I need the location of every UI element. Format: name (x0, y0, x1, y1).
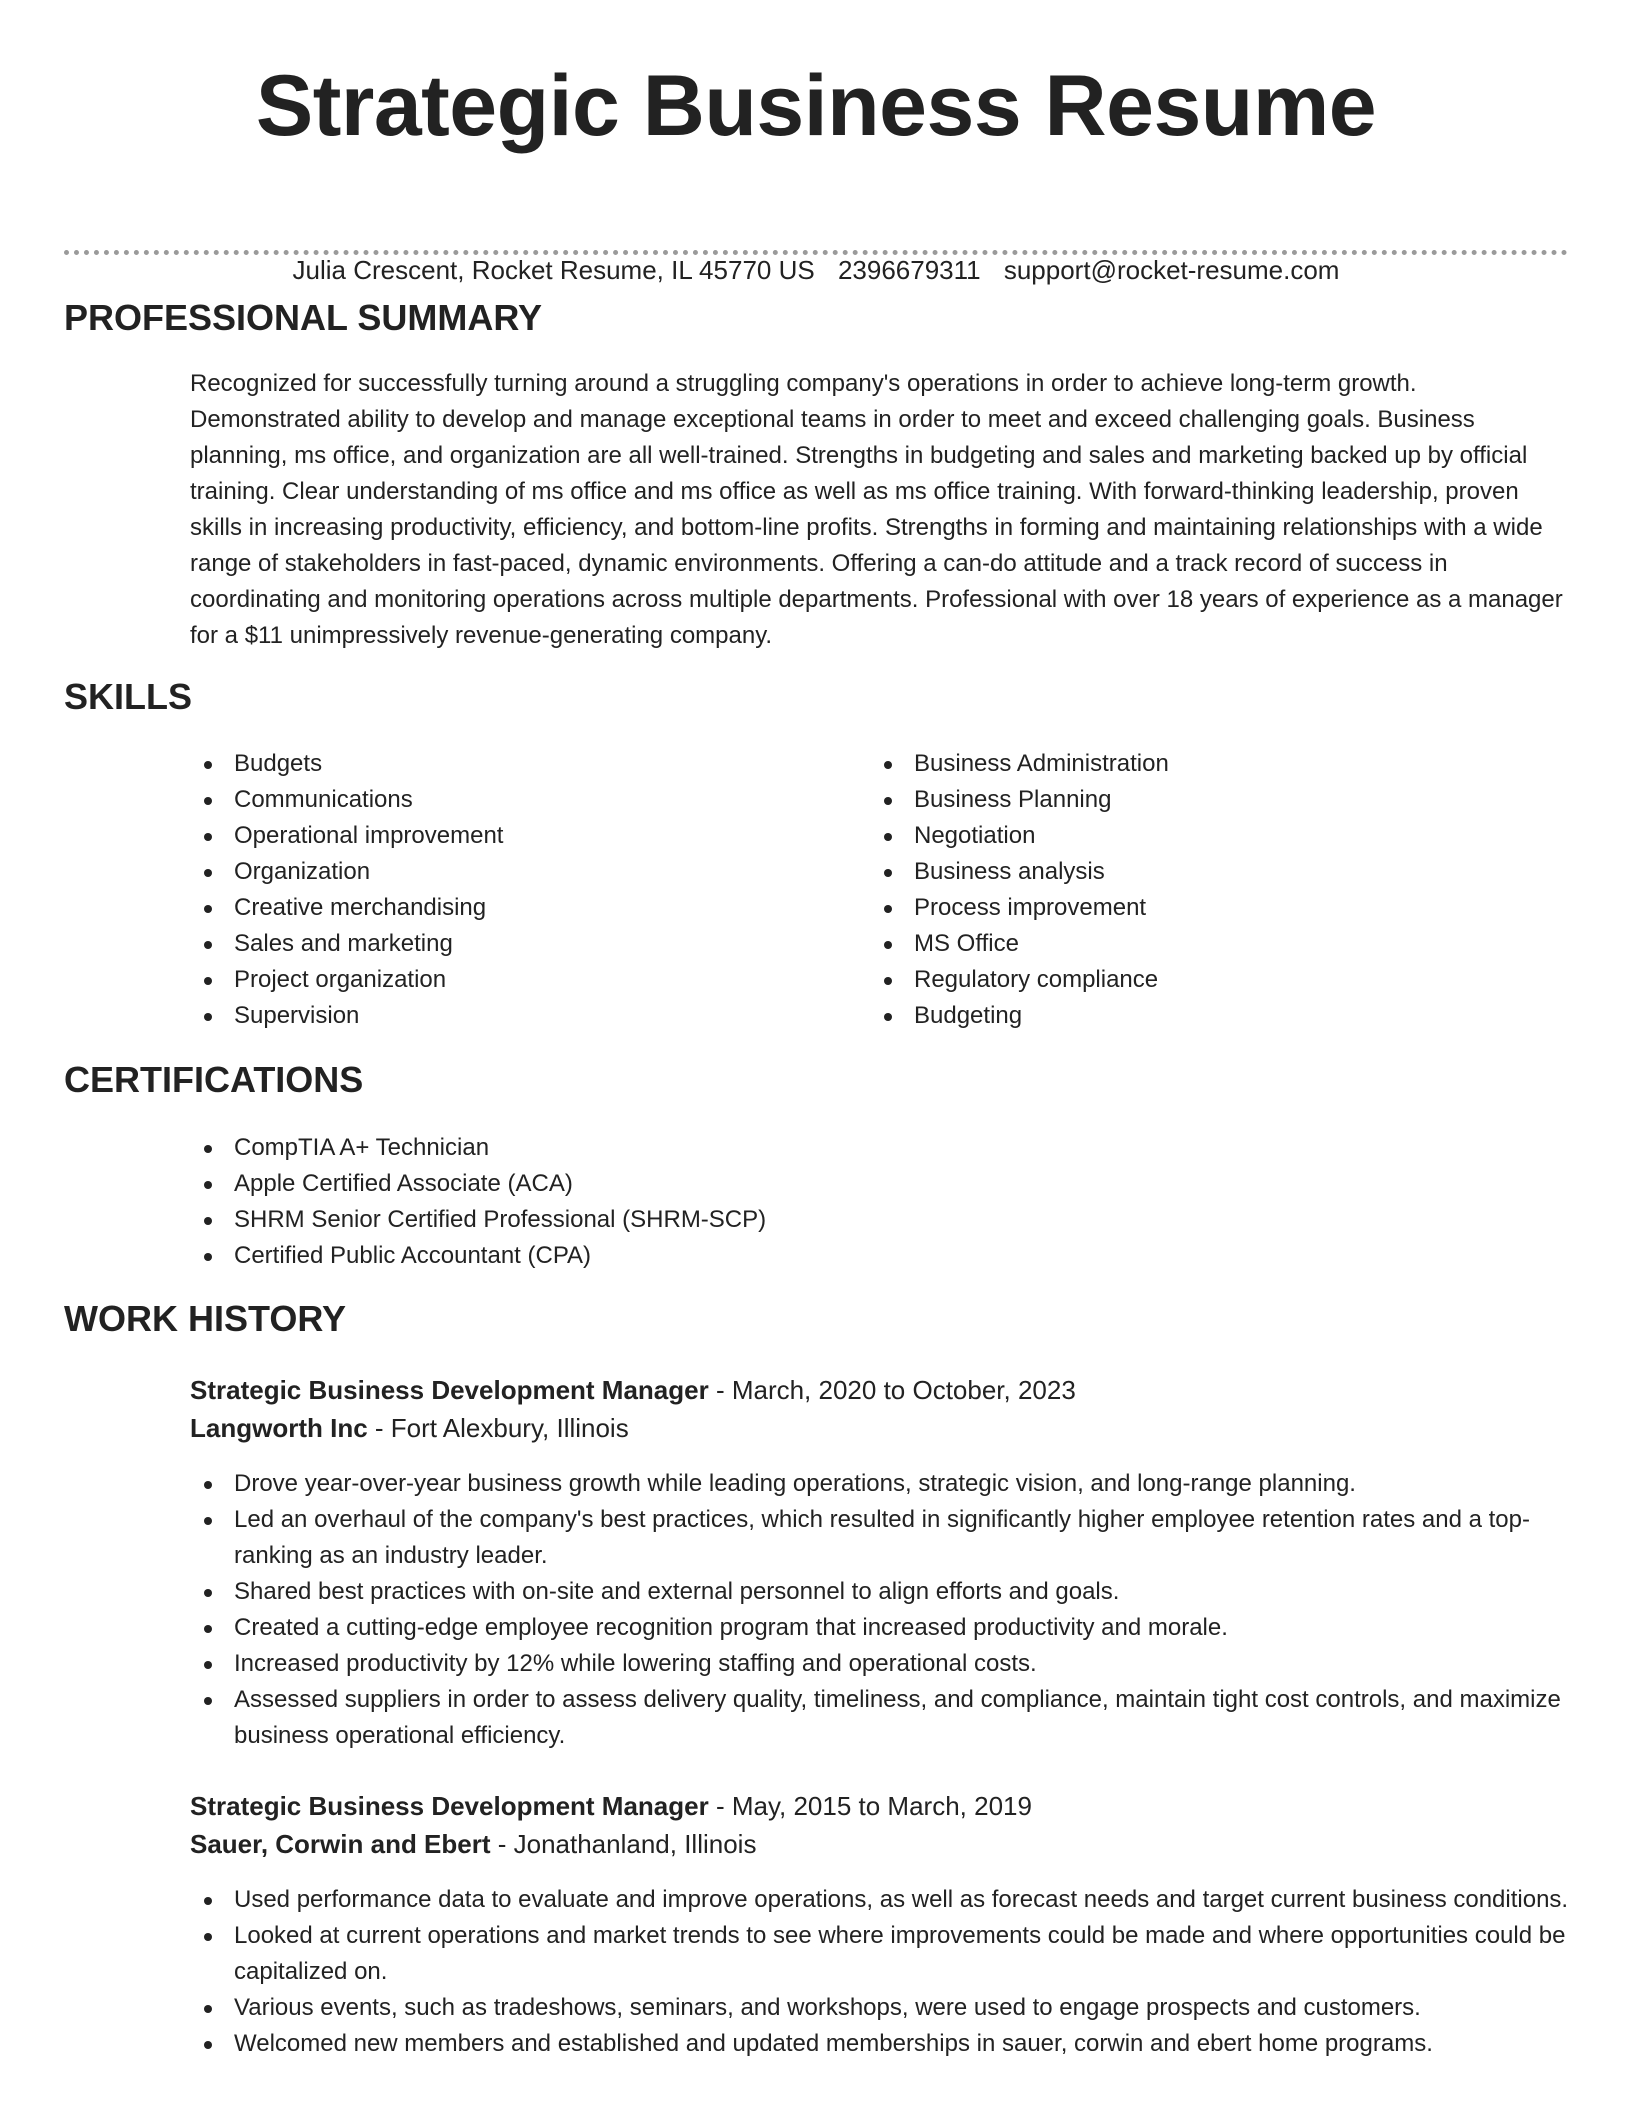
job-title: Strategic Business Development Manager (190, 1375, 709, 1405)
skill-item: Budgeting (870, 998, 1570, 1034)
job-location: - Fort Alexbury, Illinois (367, 1413, 629, 1443)
summary-text: Recognized for successfully turning around a struggling company's operations in order to achieve long-term growth. Demonstrated ability to develop and manage exceptional teams in order to meet and exceed challenging goals. Business planning, ms office, and organization are all well-trained. Strengths in budgeting and sales and marketing backed up by official training. Clear understanding of ms office and ms office as well as ms office training. With forward-thinking leadership, proven skills in increasing productivity, efficiency, and bottom-line profits. Strengths in forming and maintaining relationships with a wide range of stakeholders in fast-paced, dynamic environments. Offering a can-do attitude and a track record of success in coordinating and monitoring operations across multiple departments. Professional with over 18 years of experience as a manager for a $11 unimpressively revenue-generating company. (190, 370, 1563, 649)
resume-title: Strategic Business Resume (255, 58, 1377, 154)
skill-item: Communications (190, 782, 830, 818)
job-bullet: Led an overhaul of the company's best practices, which resulted in significantly higher employee retention rates and a top-ranking as an industry leader. (190, 1502, 1570, 1574)
job-bullet: Drove year-over-year business growth while leading operations, strategic vision, and long-range planning. (190, 1466, 1570, 1502)
job-bullet: Various events, such as tradeshows, seminars, and workshops, were used to engage prospects and customers. (190, 1990, 1570, 2026)
contact-address: Julia Crescent, Rocket Resume, IL 45770 US (292, 255, 815, 285)
certifications-heading: CERTIFICATIONS (64, 1059, 364, 1100)
skills-list-left (190, 746, 830, 1034)
job-bullets (190, 1882, 1570, 2062)
skill-item: Operational improvement (190, 818, 830, 854)
summary-heading: PROFESSIONAL SUMMARY (64, 297, 543, 338)
skills-list-right (870, 746, 1570, 1034)
work-history-heading: WORK HISTORY (64, 1298, 347, 1339)
skill-item: Business analysis (870, 854, 1570, 890)
certifications-list (190, 1130, 1570, 1274)
job-title-line (190, 1787, 1032, 1825)
skill-item: Creative merchandising (190, 890, 830, 926)
skill-item: Organization (190, 854, 830, 890)
skill-item: Business Administration (870, 746, 1570, 782)
job-bullet: Welcomed new members and established and updated memberships in sauer, corwin and ebert home programs. (190, 2026, 1570, 2062)
certification-item: SHRM Senior Certified Professional (SHRM-SCP) (190, 1202, 1570, 1238)
certification-item: Certified Public Accountant (CPA) (190, 1238, 1570, 1274)
skill-item: Sales and marketing (190, 926, 830, 962)
job-company-line (190, 1825, 756, 1863)
job-bullets (190, 1466, 1570, 1754)
contact-line (0, 254, 1632, 286)
certification-item: CompTIA A+ Technician (190, 1130, 1570, 1166)
job-bullet: Created a cutting-edge employee recognition program that increased productivity and morale. (190, 1610, 1570, 1646)
job-bullet: Looked at current operations and market trends to see where improvements could be made and where opportunities could be capitalized on. (190, 1918, 1570, 1990)
contact-email[interactable]: support@rocket-resume.com (1003, 255, 1340, 285)
job-location: - Jonathanland, Illinois (490, 1829, 757, 1859)
skill-item: Negotiation (870, 818, 1570, 854)
job-title: Strategic Business Development Manager (190, 1791, 709, 1821)
job-company: Langworth Inc (190, 1413, 368, 1443)
skills-heading: SKILLS (64, 676, 193, 717)
job-bullet: Assessed suppliers in order to assess delivery quality, timeliness, and compliance, maintain tight cost controls, and maximize business operational efficiency. (190, 1682, 1570, 1754)
job-bullet: Increased productivity by 12% while lowering staffing and operational costs. (190, 1646, 1570, 1682)
job-dates: - May, 2015 to March, 2019 (708, 1791, 1032, 1821)
job-title-line (190, 1371, 1076, 1409)
job-dates: - March, 2020 to October, 2023 (708, 1375, 1076, 1405)
resume-header (0, 0, 1632, 156)
skill-item: Business Planning (870, 782, 1570, 818)
job-bullet: Used performance data to evaluate and improve operations, as well as forecast needs and target current business conditions. (190, 1882, 1570, 1918)
job-company: Sauer, Corwin and Ebert (190, 1829, 491, 1859)
skill-item: Supervision (190, 998, 830, 1034)
job-company-line (190, 1409, 629, 1447)
skill-item: Regulatory compliance (870, 962, 1570, 998)
skill-item: Project organization (190, 962, 830, 998)
contact-phone: 2396679311 (837, 255, 981, 285)
skill-item: Process improvement (870, 890, 1570, 926)
certification-item: Apple Certified Associate (ACA) (190, 1166, 1570, 1202)
skill-item: Budgets (190, 746, 830, 782)
job-bullet: Shared best practices with on-site and external personnel to align efforts and goals. (190, 1574, 1570, 1610)
header-divider (64, 250, 1568, 255)
skill-item: MS Office (870, 926, 1570, 962)
